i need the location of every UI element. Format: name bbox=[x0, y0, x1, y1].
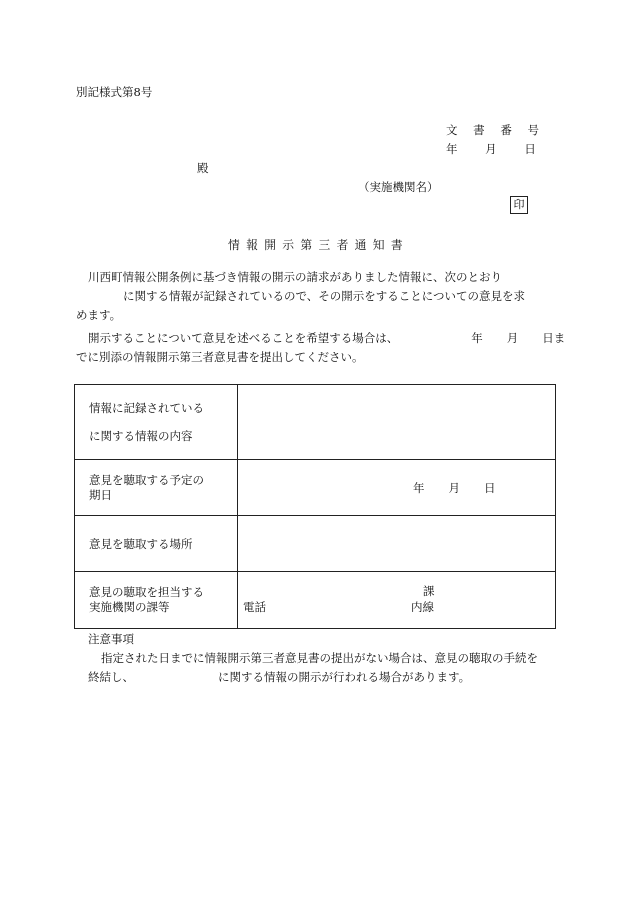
form-number: 別記様式第8号 bbox=[76, 85, 153, 99]
deadline-year: 年 bbox=[471, 331, 483, 345]
body-paragraph-4 bbox=[88, 330, 565, 346]
responsible-section-label bbox=[75, 572, 238, 629]
notes-line-1: 指定された日までに情報開示第三者意見書の提出がない場合は、意見の聴取の手続を bbox=[101, 651, 538, 665]
deadline-text: 開示することについて意見を述べることを希望する場合は、 bbox=[88, 331, 399, 345]
notes-title: 注意事項 bbox=[88, 632, 134, 646]
body-paragraph-1: 川西町情報公開条例に基づき情報の開示の請求がありました情報に、次のとおり bbox=[88, 270, 502, 284]
label-line: 意見を聴取する予定の bbox=[89, 472, 204, 487]
doc-number-char: 号 bbox=[527, 123, 539, 137]
hearing-month: 月 bbox=[448, 480, 460, 495]
deadline-day: 日ま bbox=[542, 331, 566, 345]
notes-line-2-end: に関する情報の開示が行われる場合があります。 bbox=[218, 670, 471, 684]
doc-number-char: 文 bbox=[446, 123, 458, 137]
date-day: 日 bbox=[524, 142, 536, 156]
responsible-section-field[interactable] bbox=[238, 572, 556, 629]
agency-name-label: （実施機関名） bbox=[358, 180, 439, 194]
label-line: に関する情報の内容 bbox=[89, 429, 193, 443]
body-paragraph-2: に関する情報が記録されているので、その開示をすることについての意見を求 bbox=[123, 289, 526, 303]
table-row bbox=[75, 460, 556, 516]
seal-mark: 印 bbox=[510, 196, 528, 214]
hearing-year: 年 bbox=[413, 480, 425, 495]
notes-line-2-start: 終結し、 bbox=[88, 670, 134, 684]
hearing-date-label bbox=[75, 460, 238, 516]
info-content-field[interactable] bbox=[238, 385, 556, 460]
label-line: 情報に記録されている bbox=[89, 401, 204, 415]
hearing-day: 日 bbox=[484, 480, 496, 495]
document-number-label bbox=[446, 122, 539, 138]
hearing-place-label: 意見を聴取する場所 bbox=[75, 516, 238, 572]
table-row bbox=[75, 516, 556, 572]
hearing-date-field[interactable] bbox=[238, 460, 556, 516]
addressee-suffix: 殿 bbox=[197, 161, 209, 175]
body-paragraph-3: めます。 bbox=[76, 308, 122, 322]
doc-number-char: 書 bbox=[473, 123, 485, 137]
notes-line-2 bbox=[88, 669, 470, 685]
extension-label: 内線 bbox=[411, 600, 434, 614]
info-content-label bbox=[75, 385, 238, 460]
telephone-label: 電話 bbox=[243, 600, 266, 614]
deadline-month: 月 bbox=[506, 331, 519, 345]
date-year: 年 bbox=[446, 142, 458, 156]
date-month: 月 bbox=[485, 142, 497, 156]
label-line: 実施機関の課等 bbox=[89, 600, 170, 614]
doc-number-char: 番 bbox=[500, 123, 512, 137]
table-row bbox=[75, 385, 556, 460]
information-table bbox=[74, 384, 556, 629]
section-suffix: 課 bbox=[423, 584, 435, 598]
hearing-place-field[interactable] bbox=[238, 516, 556, 572]
document-date-label bbox=[446, 141, 536, 157]
body-paragraph-5: でに別添の情報開示第三者意見書を提出してください。 bbox=[76, 350, 364, 364]
table-row bbox=[75, 572, 556, 629]
label-line: 意見の聴取を担当する bbox=[89, 585, 204, 599]
label-line: 期日 bbox=[89, 487, 112, 502]
document-title: 情報開示第三者通知書 bbox=[228, 238, 409, 252]
